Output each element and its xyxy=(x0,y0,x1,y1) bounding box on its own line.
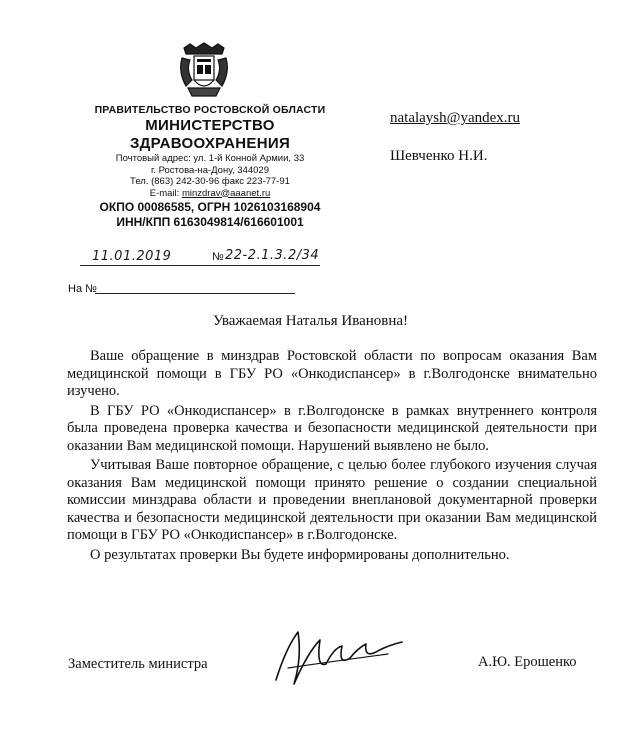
recipient-email[interactable]: natalaysh@yandex.ru xyxy=(390,110,521,126)
ministry-name-line2: ЗДРАВООХРАНЕНИЯ xyxy=(129,135,291,152)
email-line xyxy=(60,188,360,200)
letterhead xyxy=(60,104,360,230)
email-label: E-mail: xyxy=(149,187,182,199)
coat-of-arms-icon xyxy=(174,40,234,100)
reply-to-label: На № xyxy=(68,283,97,295)
ministry-name-line1: МИНИСТЕРСТВО xyxy=(145,117,275,134)
recipient-name: Шевченко Н.И. xyxy=(390,148,488,164)
inn-kpp: ИНН/КПП 6163049814/616601001 xyxy=(116,214,304,229)
reply-to-line xyxy=(95,293,295,294)
signatory-title: Заместитель министра xyxy=(68,656,208,672)
letter-body xyxy=(67,348,597,566)
registration-date: 11.01.2019 xyxy=(92,249,172,264)
body-paragraph-2: В ГБУ РО «Онкодиспансер» в г.Волгодонске в рамках внутреннего контроля была проведена проверка качества и безопасности медицинской деятельности при оказании Вам медицинской помощи. Нарушений выявлено не было. xyxy=(67,402,597,454)
salutation: Уважаемая Наталья Ивановна! xyxy=(212,313,409,329)
phone-line: Тел. (863) 242-30-96 факс 223-77-91 xyxy=(130,176,290,187)
handwritten-signature-icon xyxy=(268,618,408,698)
registration-number: 22-2.1.3.2/34 xyxy=(225,248,320,263)
signatory-name: А.Ю. Ерошенко xyxy=(478,654,577,670)
government-name: ПРАВИТЕЛЬСТВО РОСТОВСКОЙ ОБЛАСТИ xyxy=(94,104,326,116)
address-line1: Почтовый адрес: ул. 1-й Конной Армии, 33 xyxy=(115,153,305,164)
body-paragraph-3: Учитывая Ваше повторное обращение, с целью более глубокого изучения случая оказания Вам медицинской помощи принято решение о создании специальной комиссии минздрава области и проведении внеплановой документарной проверки качества и безопасности медицинской деятельности при оказании Вам медицинской помощи в ГБУ РО «Онкодиспансер» в г.Волгодонске. xyxy=(67,457,597,543)
body-paragraph-1: Ваше обращение в минздрав Ростовской области по вопросам оказания Вам медицинской помощи в ГБУ РО «Онкодиспансер» в г.Волгодонске внимательно изучено. xyxy=(67,348,597,399)
okpo-ogrn: ОКПО 00086585, ОГРН 1026103168904 xyxy=(99,199,321,214)
ministry-email-link[interactable]: minzdrav@aaanet.ru xyxy=(181,187,271,199)
body-paragraph-4: О результатах проверки Вы будете информированы дополнительно. xyxy=(90,546,510,563)
number-label: № xyxy=(212,251,224,263)
address-line2: г. Ростова-на-Дону, 344029 xyxy=(151,164,269,176)
